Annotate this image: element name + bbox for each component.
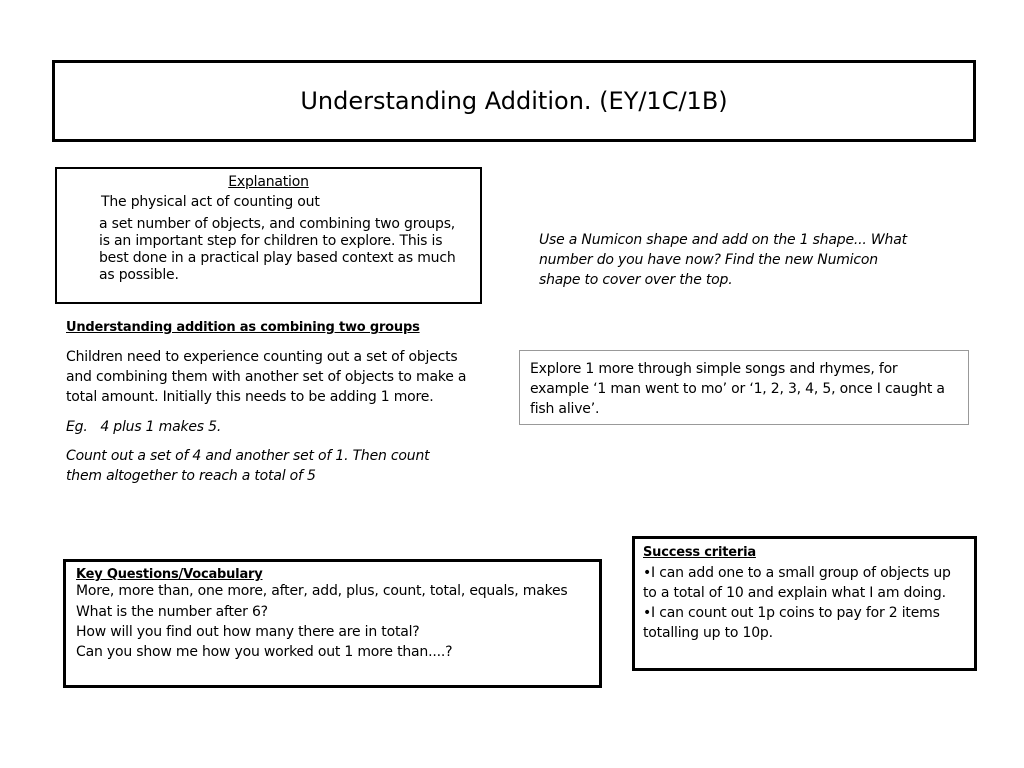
explanation-line1: The physical act of counting out [101, 194, 320, 210]
explanation-body: a set number of objects, and combining two groups, is an important step for children to explore. This is best done in a practical play based context as much as possible. [99, 216, 456, 283]
success-criteria-box [632, 536, 977, 671]
example-text: Eg. 4 plus 1 makes 5. [66, 419, 222, 435]
key-question: Can you show me how you worked out 1 more than....? [76, 644, 453, 660]
page-title: Understanding Addition. (EY/1C/1B) [300, 87, 728, 115]
success-item: •I can count out 1p coins to pay for 2 items totalling up to 10p. [643, 605, 940, 641]
explanation-heading: Explanation [228, 174, 309, 190]
key-questions-box [63, 559, 602, 688]
combining-paragraph: Children need to experience counting out a set of objects and combining them with another set of objects to make a total amount. Initially this needs to be adding 1 more. [66, 349, 467, 405]
success-heading: Success criteria [643, 545, 756, 560]
vocabulary-list: More, more than, one more, after, add, plus, count, total, equals, makes [76, 583, 568, 599]
explanation-box [55, 167, 482, 304]
numicon-text: Use a Numicon shape and add on the 1 shape... What number do you have now? Find the new Numicon shape to cover over the top. [539, 232, 907, 288]
explore-box [519, 350, 969, 425]
key-question: How will you find out how many there are in total? [76, 624, 420, 640]
success-item: •I can add one to a small group of objects up to a total of 10 and explain what I am doing. [643, 565, 951, 601]
combining-section [66, 318, 486, 486]
title-box [52, 60, 976, 142]
key-heading: Key Questions/Vocabulary [76, 567, 263, 582]
explore-text: Explore 1 more through simple songs and rhymes, for example ‘1 man went to mo’ or ‘1, 2, 3, 4, 5, once I caught a fish alive’. [530, 361, 945, 417]
key-question: What is the number after 6? [76, 604, 268, 620]
count-instruction: Count out a set of 4 and another set of 1. Then count them altogether to reach a total of 5 [66, 448, 430, 484]
combining-heading: Understanding addition as combining two groups [66, 320, 420, 335]
